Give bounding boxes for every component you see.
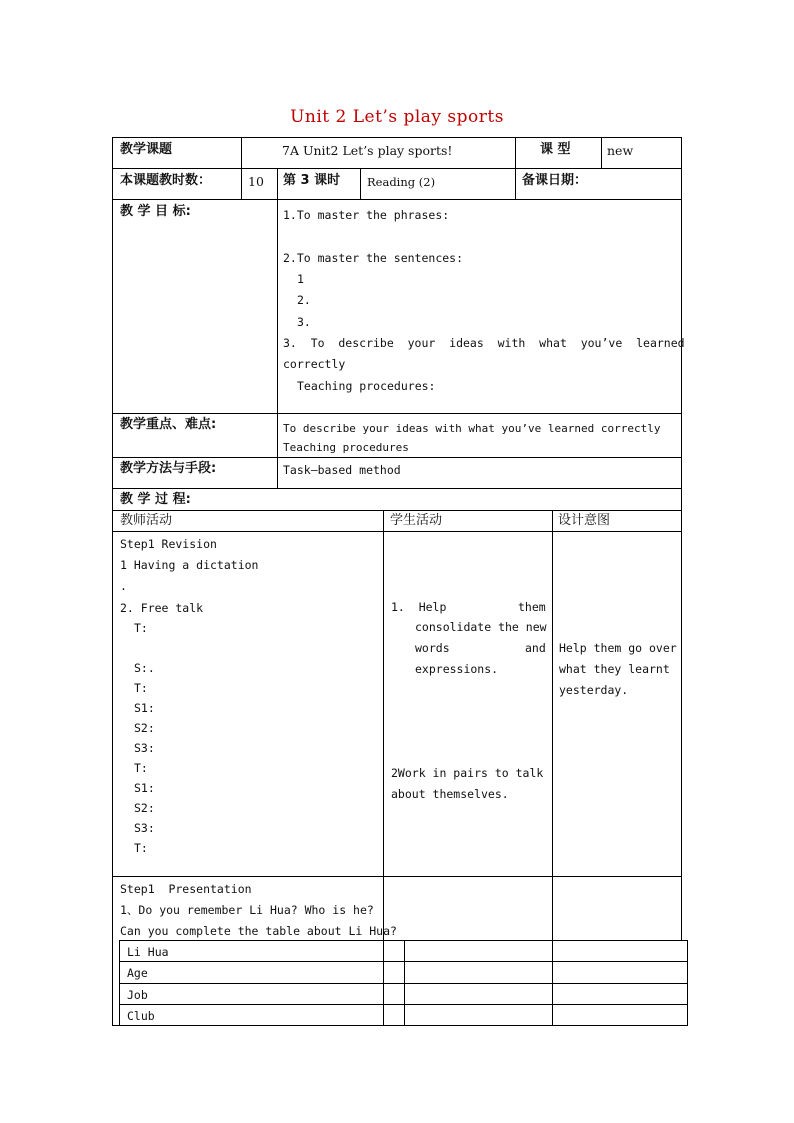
type-value: new [607,143,634,158]
col-student-header: 学生活动 [390,513,443,528]
topic-value: 7A Unit2 Let’s play sports! [282,143,453,158]
objective-3: 3. To describe your ideas with what you’ve learned [283,336,685,350]
student-activity-2-line2: about themselves. [391,787,509,801]
teaching-procedures-1: Teaching procedures: [297,379,436,393]
lesson-label: 第 3 课时 [283,173,341,188]
prep-date-label: 备课日期： [522,173,588,188]
step1-item2: 2. Free talk [120,601,204,615]
design-intent-line2: what they learnt [559,662,670,676]
step1-item1: 1 Having a dictation [120,558,259,572]
type-label: 课 型 [540,142,571,157]
step1-title: Step1 Revision [120,537,217,551]
objective-2-num-3: 3. [297,315,311,329]
student-activity-1: 1. Help [391,600,447,614]
step2-title: Step1 Presentation [120,882,252,896]
document-title: Unit 2 Let’s play sports [290,107,504,127]
col-design-header: 设计意图 [558,513,611,528]
step2-question2: Can you complete the table about Li Hua? [120,924,397,938]
methods-label: 教学方法与手段: [120,461,217,476]
student-activity-2: 2Work in pairs to talk [391,766,544,780]
student-activity-1-end: them [518,600,546,614]
dialogue-line: S1: [134,781,155,795]
objectives-label: 教 学 目 标: [120,204,191,219]
design-intent-line3: yesterday. [559,683,629,697]
design-intent-line1: Help them go over [559,641,677,655]
col-teacher-header: 教师活动 [120,513,173,528]
dialogue-line: S3: [134,821,155,835]
student-activity-1-line4: expressions. [415,662,499,676]
dialogue-line: S2: [134,801,155,815]
dialogue-line: S:. [134,661,155,675]
dialogue-line: T: [134,621,148,635]
table-row-label: Club [127,1009,155,1023]
step1-dot: . [120,579,127,593]
student-activity-1-line3: words [415,641,450,655]
topic-label: 教学课题 [120,142,173,157]
objective-1: 1.To master the phrases: [283,208,450,222]
objective-2-num-1: 1 [297,272,304,286]
dialogue-line: S1: [134,701,155,715]
table-row-label: Job [127,988,148,1002]
dialogue-line: T: [134,761,148,775]
dialogue-line: S3: [134,741,155,755]
methods-value: Task—based method [283,463,401,477]
dialogue-line: S2: [134,721,155,735]
key-points-line1: To describe your ideas with what you’ve learned correctly [283,422,661,435]
dialogue-line: T: [134,681,148,695]
key-points-line2: Teaching procedures [283,441,409,454]
dialogue-line: T: [134,841,148,855]
objective-3-cont: correctly [283,357,346,371]
lesson-value: Reading (2) [367,175,436,189]
process-label: 教 学 过 程: [120,492,191,507]
student-activity-1-line3-end: and [525,641,546,655]
objective-2-num-2: 2. [297,293,311,307]
table-row-label: Age [127,966,148,980]
periods-label: 本课题教时数： [120,173,212,188]
key-points-label: 教学重点、难点: [120,417,217,432]
table-row-label: Li Hua [127,945,169,959]
objective-2: 2.To master the sentences: [283,251,464,265]
step2-question1: 1、Do you remember Li Hua? Who is he? [120,903,374,917]
periods-value: 10 [248,174,264,189]
student-activity-1-line2: consolidate the new [415,620,547,634]
